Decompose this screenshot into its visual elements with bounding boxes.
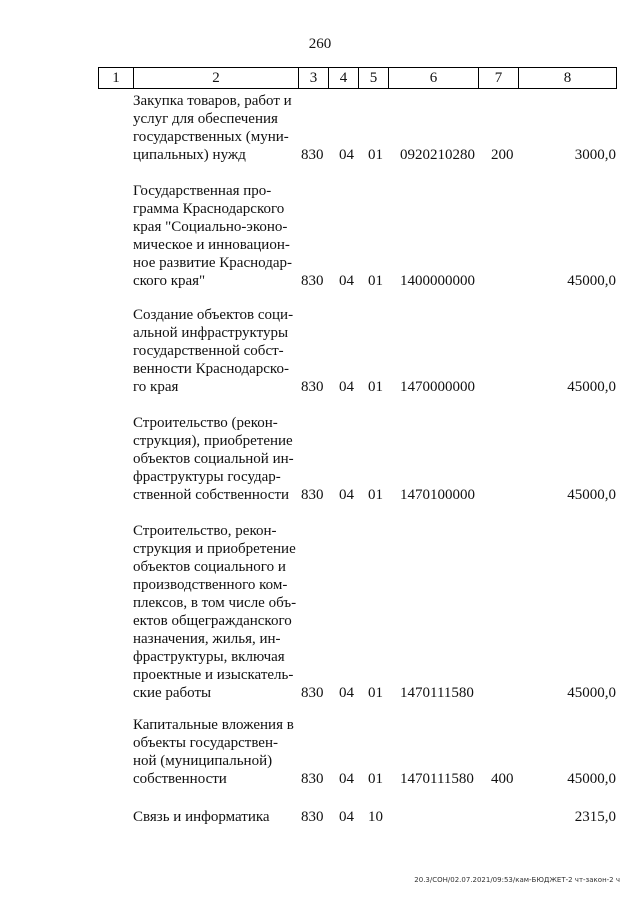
amount: 45000,0 (567, 685, 616, 701)
subsection-code: 01 (368, 487, 383, 503)
section-code: 04 (339, 771, 354, 787)
row-values (0, 486, 640, 504)
ved-code: 830 (301, 771, 324, 787)
amount: 45000,0 (567, 771, 616, 787)
row-values (0, 272, 640, 290)
header-col-7: 7 (479, 68, 519, 88)
ved-code: 830 (301, 147, 324, 163)
row-values (0, 770, 640, 788)
subsection-code: 01 (368, 273, 383, 289)
section-code: 04 (339, 273, 354, 289)
table-header (98, 67, 617, 89)
amount: 45000,0 (567, 273, 616, 289)
ved-code: 830 (301, 273, 324, 289)
subsection-code: 01 (368, 379, 383, 395)
header-col-8: 8 (563, 69, 572, 86)
section-code: 04 (339, 809, 354, 825)
row-name: Капитальные вложения в объекты государствен- ной (муниципальной) собственности (133, 717, 294, 787)
page-number: 260 (308, 36, 332, 52)
row-values (0, 146, 640, 164)
target-code: 1470111580 (400, 771, 474, 787)
expense-type-code: 200 (491, 147, 514, 163)
ved-code: 830 (301, 379, 324, 395)
subsection-code: 01 (368, 147, 383, 163)
amount: 45000,0 (567, 487, 616, 503)
row-values (0, 684, 640, 702)
header-col-2: 2 (134, 68, 299, 88)
header-col-6: 6 (389, 68, 479, 88)
amount: 2315,0 (574, 809, 616, 825)
row-name: Закупка товаров, работ и услуг для обеспечения государственных (муни- ципальных) нужд (133, 93, 292, 163)
row-name: Связь и информатика (133, 809, 270, 825)
section-code: 04 (339, 487, 354, 503)
row-values (0, 808, 640, 826)
expense-type-code: 400 (491, 771, 514, 787)
header-col-5: 5 (359, 68, 389, 88)
header-col-3: 3 (299, 68, 329, 88)
subsection-code: 01 (368, 771, 383, 787)
subsection-code: 01 (368, 685, 383, 701)
section-code: 04 (339, 147, 354, 163)
target-code: 0920210280 (400, 147, 475, 163)
section-code: 04 (339, 379, 354, 395)
amount: 45000,0 (567, 379, 616, 395)
amount: 3000,0 (574, 147, 616, 163)
target-code: 1470000000 (400, 379, 475, 395)
target-code: 1400000000 (400, 273, 475, 289)
document-footer: 20.3/СОН/02.07.2021/09:53/кам-БЮДЖЕТ-2 чт-закон-2 ч (414, 876, 620, 884)
row-name: Государственная про- грамма Краснодарского края "Социально-эконо- мическое и инновацион- ное развитие Краснодар- ского края" (133, 183, 293, 289)
row-name: Строительство (рекон- струкция), приобретение объектов социальной ин- фраструктуры государ- ственной собственности (133, 415, 294, 503)
row-name: Строительство, рекон- струкция и приобретение объектов социального и производственного ком- плексов, в том числе объ- ектов общегражданского назначения, жилья, ин- фраструктуры, включая проектные и изыскатель- ские работы (133, 523, 297, 701)
ved-code: 830 (301, 487, 324, 503)
target-code: 1470100000 (400, 487, 475, 503)
subsection-code: 10 (368, 809, 383, 825)
target-code: 1470111580 (400, 685, 474, 701)
ved-code: 830 (301, 809, 324, 825)
row-values (0, 378, 640, 396)
section-code: 04 (339, 685, 354, 701)
row-name: Создание объектов соци- альной инфраструктуры государственной собст- венности Краснодарско- го края (133, 307, 294, 395)
header-col-1: 1 (99, 68, 134, 88)
ved-code: 830 (301, 685, 324, 701)
header-col-4: 4 (329, 68, 359, 88)
